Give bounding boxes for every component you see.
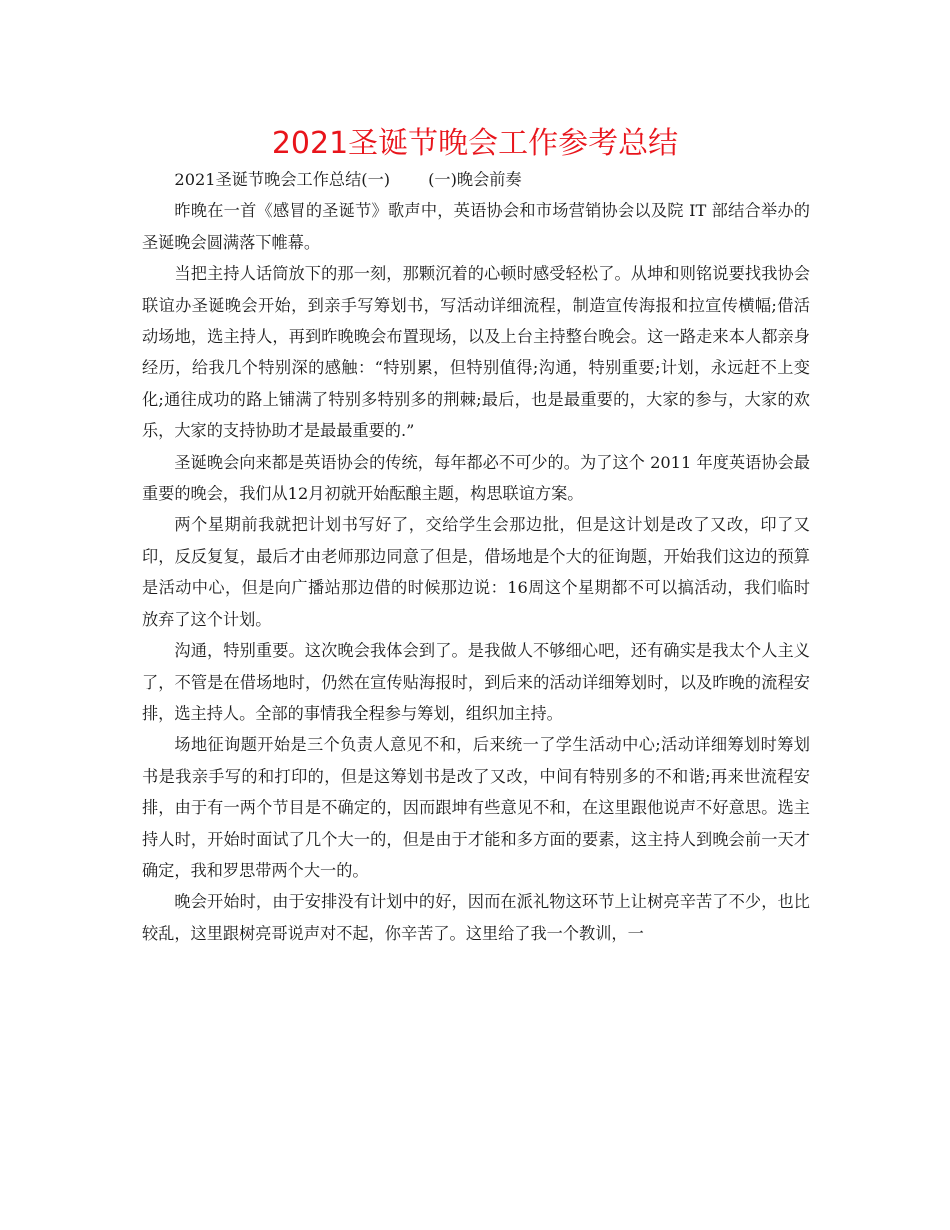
paragraph-7: 晚会开始时，由于安排没有计划中的好，因而在派礼物这环节上让树亮辛苦了不少，也比较乱，这里跟树亮哥说声对不起，你辛苦了。这里给了我一个教训，一 bbox=[142, 892, 810, 943]
paragraph-1: 昨晚在一首《感冒的圣诞节》歌声中，英语协会和市场营销协会以及院 IT 部结合举办的圣诞晚会圆满落下帷幕。 bbox=[142, 201, 810, 252]
intro-line bbox=[142, 164, 810, 195]
page-title: 2021圣诞节晚会工作参考总结 bbox=[271, 126, 679, 161]
paragraph-4: 两个星期前我就把计划书写好了，交给学生会那边批，但是这计划是改了又改，印了又印，反反复复，最后才由老师那边同意了但是，借场地是个大的征询题，开始我们这边的预算是活动中心，但是向广播站那边借的时候那边说：16周这个星期都不可以搞活动，我们临时放弃了这个计划。 bbox=[142, 515, 810, 629]
paragraph-6: 场地征询题开始是三个负责人意见不和，后来统一了学生活动中心;活动详细筹划时筹划书是我亲手写的和打印的，但是这筹划书是改了又改，中间有特别多的不和谐;再来世流程安排，由于有一两个节目是不确定的，因而跟坤有些意见不和，在这里跟他说声不好意思。选主持人时，开始时面试了几个大一的，但是由于才能和多方面的要素，这主持人到晚会前一天才确定，我和罗思带两个大一的。 bbox=[142, 735, 810, 880]
intro-right: (一)晚会前奏 bbox=[428, 170, 522, 189]
intro-left: 2021圣诞节晚会工作总结(一) bbox=[174, 170, 391, 189]
paragraph-3: 圣诞晚会向来都是英语协会的传统，每年都必不可少的。为了这个 2011 年度英语协会最重要的晚会，我们从12月初就开始酝酿主题，构思联谊方案。 bbox=[142, 452, 810, 504]
paragraph-5: 沟通，特别重要。这次晚会我体会到了。是我做人不够细心吧，还有确实是我太个人主义了，不管是在借场地时，仍然在宣传贴海报时，到后来的活动详细筹划时，以及昨晚的流程安排，选主持人。全部的事情我全程参与筹划，组织加主持。 bbox=[142, 641, 810, 723]
paragraph-2: 当把主持人话筒放下的那一刻，那颗沉着的心顿时感受轻松了。从坤和则铭说要找我协会联谊办圣诞晚会开始，到亲手写筹划书，写活动详细流程，制造宣传海报和拉宣传横幅;借活动场地，选主持人，再到昨晚晚会布置现场，以及上台主持整台晚会。这一路走来本人都亲身经历，给我几个特别深的感触：“特别累，但特别值得;沟通，特别重要;计划，永远赶不上变化;通往成功的路上铺满了特别多特别多的荆棘;最后，也是最重要的，大家的参与，大家的欢乐，大家的支持协助才是最最重要的.” bbox=[142, 264, 810, 441]
document-body bbox=[142, 164, 810, 949]
